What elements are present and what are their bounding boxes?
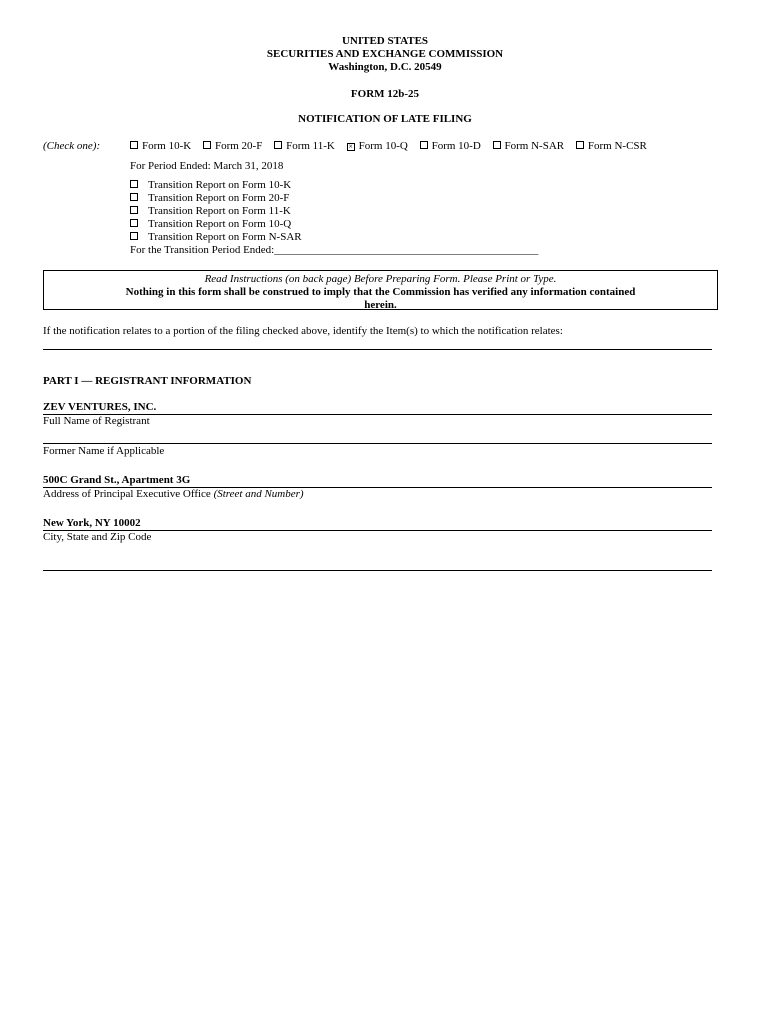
checkbox-transition-20f[interactable] <box>130 193 138 201</box>
checkbox-form-11k[interactable] <box>274 141 282 149</box>
checkbox-transition-10k[interactable] <box>130 180 138 188</box>
checkbox-form-10d[interactable] <box>420 141 428 149</box>
checkbox-transition-10q[interactable] <box>130 219 138 227</box>
part-1-heading: PART I — REGISTRANT INFORMATION <box>43 375 252 387</box>
check-one-label: (Check one): <box>43 140 101 152</box>
instructions-box <box>43 270 718 310</box>
former-name-line[interactable] <box>43 443 712 444</box>
transition-report-10q[interactable]: Transition Report on Form 10-Q <box>130 218 291 230</box>
transition-report-11k[interactable]: Transition Report on Form 11-K <box>130 205 291 217</box>
header-line-1: UNITED STATES <box>341 35 429 47</box>
checkbox-form-ncsr[interactable] <box>576 141 584 149</box>
transition-report-20f[interactable]: Transition Report on Form 20-F <box>130 192 289 204</box>
period-ended: For Period Ended: March 31, 2018 <box>130 160 284 172</box>
checkbox-form-20f[interactable] <box>203 141 211 149</box>
city-value[interactable]: New York, NY 10002 <box>43 517 141 529</box>
address-label: Address of Principal Executive Office <box>43 488 211 500</box>
option-form-nsar[interactable]: Form N-SAR <box>493 140 565 152</box>
option-form-10k[interactable]: Form 10-K <box>130 140 191 152</box>
registrant-name-label: Full Name of Registrant <box>43 415 150 427</box>
checkbox-form-10q-checked[interactable]: × <box>348 142 353 151</box>
address-value[interactable]: 500C Grand St., Apartment 3G <box>43 474 191 486</box>
city-label: City, State and Zip Code <box>43 531 152 543</box>
notification-item-line[interactable] <box>43 349 712 350</box>
instructions-line-1: Read Instructions (on back page) Before Preparing Form. Please Print or Type. <box>204 273 557 285</box>
header-line-2: SECURITIES AND EXCHANGE COMMISSION <box>266 48 504 60</box>
bottom-rule <box>43 570 712 571</box>
option-form-10q[interactable]: × Form 10-Q <box>348 140 408 152</box>
form-type-options <box>130 140 656 152</box>
registrant-name-value[interactable]: ZEV VENTURES, INC. <box>43 401 157 413</box>
former-name-label: Former Name if Applicable <box>43 445 165 457</box>
instructions-line-2: Nothing in this form shall be construed to imply that the Commission has verified any information contained <box>125 286 636 298</box>
option-form-20f[interactable]: Form 20-F <box>203 140 262 152</box>
address-label-hint: (Street and Number) <box>213 488 304 500</box>
form-number: FORM 12b-25 <box>350 88 420 100</box>
option-form-11k[interactable]: Form 11-K <box>274 140 335 152</box>
notification-relates-text: If the notification relates to a portion of the filing checked above, identify the Item(s) to which the notification relates: <box>43 325 563 337</box>
checkbox-transition-nsar[interactable] <box>130 232 138 240</box>
checkbox-transition-11k[interactable] <box>130 206 138 214</box>
option-form-10d[interactable]: Form 10-D <box>420 140 481 152</box>
checkbox-form-nsar[interactable] <box>493 141 501 149</box>
transition-report-10k[interactable]: Transition Report on Form 10-K <box>130 179 291 191</box>
transition-period-field[interactable]: For the Transition Period Ended:________________________________________________ <box>130 244 539 256</box>
instructions-line-3: herein. <box>364 299 397 311</box>
address-label-row <box>43 488 304 500</box>
header-line-3: Washington, D.C. 20549 <box>328 61 442 73</box>
option-form-ncsr[interactable]: Form N-CSR <box>576 140 647 152</box>
transition-report-nsar[interactable]: Transition Report on Form N-SAR <box>130 231 302 243</box>
checkbox-form-10k[interactable] <box>130 141 138 149</box>
form-title: NOTIFICATION OF LATE FILING <box>298 113 472 125</box>
